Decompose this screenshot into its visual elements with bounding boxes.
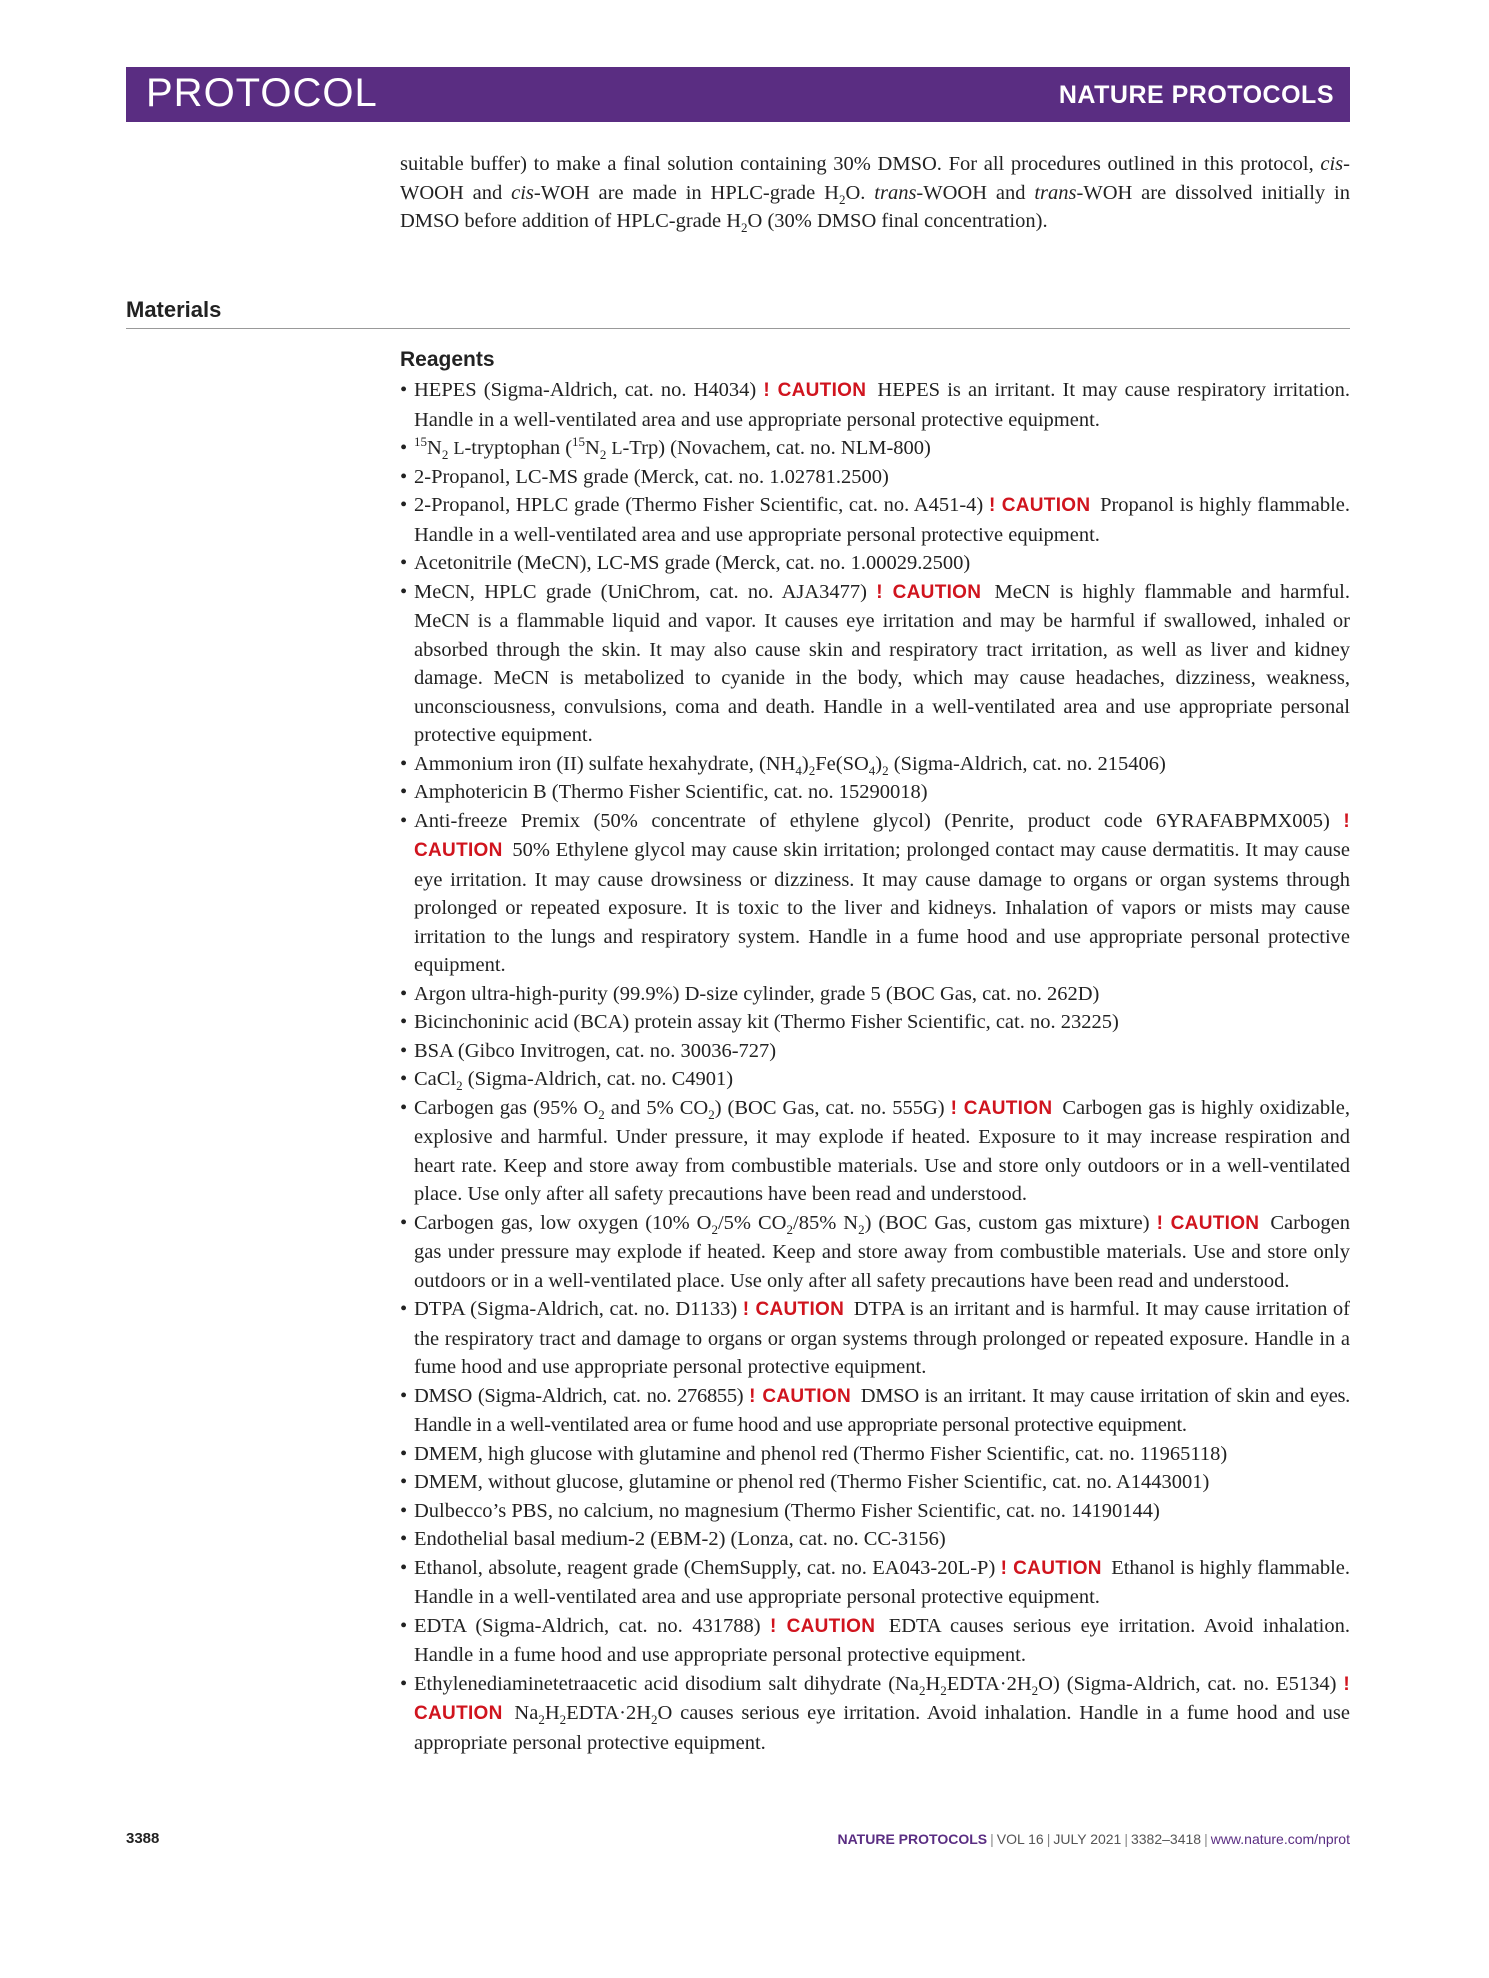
list-item: • Acetonitrile (MeCN), LC-MS grade (Merck, cat. no. 1.00029.2500) xyxy=(400,549,1350,578)
list-item: • Ethylenediaminetetraacetic acid disodium salt dihydrate $(Na_2H_2EDTA\cdot 2H_2O)$ (Sigma-Aldrich, cat. no. E5134) ! CAUTION $Na_2H_2EDTA\cdot 2H_2O$ causes serious eye irritation. Avoid inhalation. Handle in a fume hood and use appropriate personal protective equipment. xyxy=(400,1670,1350,1758)
reagents-list xyxy=(400,376,1350,1757)
list-item: • Endothelial basal medium-2 (EBM-2) (Lonza, cat. no. CC-3156) xyxy=(400,1525,1350,1554)
list-item: • CaCl$_2$ (Sigma-Aldrich, cat. no. C4901) xyxy=(400,1065,1350,1094)
caution-label: ! CAUTION xyxy=(414,810,1350,861)
list-item: • DMSO (Sigma-Aldrich, cat. no. 276855) ! CAUTION DMSO is an irritant. It may cause irritation of skin and eyes. Handle in a well-ventilated area or fume hood and use appropriate personal protective equipment. xyxy=(400,1382,1350,1440)
list-item: • BSA (Gibco Invitrogen, cat. no. 30036-727) xyxy=(400,1037,1350,1066)
reagents-heading: Reagents xyxy=(400,348,495,371)
list-item: • $^{15}N_2$ L-tryptophan ($^{15}N_2$ L-Trp) (Novachem, cat. no. NLM-800) xyxy=(400,434,1350,463)
list-item: • MeCN, HPLC grade (UniChrom, cat. no. AJA3477) ! CAUTION MeCN is highly flammable and harmful. MeCN is a flammable liquid and vapor. It causes eye irritation and may be harmful if swallowed, inhaled or absorbed through the skin. It may also cause skin and respiratory tract irritation, as well as liver and kidney damage. MeCN is metabolized to cyanide in the body, which may cause headaches, dizziness, weakness, unconsciousness, convulsions, coma and death. Handle in a well-ventilated area and use appropriate personal protective equipment. xyxy=(400,578,1350,750)
list-item: • Carbogen gas, low oxygen (10% $O_2/5\%$ $CO_2/85\%$ $N_2$) (BOC Gas, custom gas mixture) ! CAUTION Carbogen gas under pressure may explode if heated. Keep and store away from combustible materials. Use and store only outdoors or in a well-ventilated place. Use only after all safety precautions have been read and understood. xyxy=(400,1209,1350,1296)
caution-label: ! CAUTION xyxy=(770,1615,876,1637)
list-item: • DMEM, without glucose, glutamine or phenol red (Thermo Fisher Scientific, cat. no. A1443001) xyxy=(400,1468,1350,1497)
journal-name: NATURE PROTOCOLS xyxy=(1058,81,1334,109)
section-divider xyxy=(126,328,1350,329)
intro-paragraph: suitable buffer) to make a final solution containing 30% DMSO. For all procedures outlined in this protocol, cis-WOOH and cis-WOH are made in HPLC-grade $H_2O$. trans-WOOH and trans-WOH are dissolved initially in DMSO before addition of HPLC-grade $H_2O$ (30% DMSO final concentration). xyxy=(400,153,1350,235)
caution-label: ! CAUTION xyxy=(950,1097,1053,1119)
caution-label: ! CAUTION xyxy=(749,1385,851,1407)
list-item: • 2-Propanol, HPLC grade (Thermo Fisher Scientific, cat. no. A451-4) ! CAUTION Propanol is highly flammable. Handle in a well-ventilated area and use appropriate personal protective equipment. xyxy=(400,491,1350,549)
caution-label: ! CAUTION xyxy=(742,1299,845,1320)
materials-heading: Materials xyxy=(126,297,222,322)
list-item: • EDTA (Sigma-Aldrich, cat. no. 431788) ! CAUTION EDTA causes serious eye irritation. Avoid inhalation. Handle in a fume hood and use appropriate personal protective equipment. xyxy=(400,1612,1350,1670)
section-label: PROTOCOL xyxy=(146,71,378,115)
list-item: • DTPA (Sigma-Aldrich, cat. no. D1133) ! CAUTION DTPA is an irritant and is harmful. It may cause irritation of the respiratory tract and damage to organs or organ systems through prolonged or repeated exposure. Handle in a fume hood and use appropriate personal protective equipment. xyxy=(400,1295,1350,1382)
list-item: • Anti-freeze Premix (50% concentrate of ethylene glycol) (Penrite, product code 6YRAFABPMX005) ! CAUTION 50% Ethylene glycol may cause skin irritation; prolonged contact may cause dermatitis. It may cause eye irritation. It may cause drowsiness or dizziness. It may cause damage to organs or organ systems through prolonged or repeated exposure. It is toxic to the liver and kidneys. Inhalation of vapors or mists may cause irritation to the lungs and respiratory system. Handle in a fume hood and use appropriate personal protective equipment. xyxy=(400,807,1350,980)
footer-journal: NATURE PROTOCOLS xyxy=(837,1831,988,1847)
list-item: • Argon ultra-high-purity (99.9%) D-size cylinder, grade 5 (BOC Gas, cat. no. 262D) xyxy=(400,980,1350,1009)
footer-pages: 3382–3418 xyxy=(1130,1831,1202,1847)
list-item: • Carbogen gas (95% $O_2$ and 5% $CO_2$) (BOC Gas, cat. no. 555G) ! CAUTION Carbogen gas is highly oxidizable, explosive and harmful. Under pressure, it may explode if heated. Exposure to it may increase respiration and heart rate. Keep and store away from combustible materials. Use and store only outdoors or in a well-ventilated place. Use only after all safety precautions have been read and understood. xyxy=(400,1094,1350,1209)
caution-label: ! CAUTION xyxy=(876,581,982,603)
header-bar xyxy=(126,67,1350,122)
list-item: • 2-Propanol, LC-MS grade (Merck, cat. no. 1.02781.2500) xyxy=(400,463,1350,492)
footer-date: JULY 2021 xyxy=(1053,1831,1122,1847)
list-item: • Ammonium iron (II) sulfate hexahydrate, $(NH_4)_2Fe(SO_4)_2$ (Sigma-Aldrich, cat. no. 215406) xyxy=(400,750,1350,779)
caution-label: ! CAUTION xyxy=(763,380,867,401)
list-item: • Bicinchoninic acid (BCA) protein assay kit (Thermo Fisher Scientific, cat. no. 23225) xyxy=(400,1008,1350,1037)
list-item: • Amphotericin B (Thermo Fisher Scientific, cat. no. 15290018) xyxy=(400,778,1350,807)
list-item: • Dulbecco’s PBS, no calcium, no magnesium (Thermo Fisher Scientific, cat. no. 14190144) xyxy=(400,1497,1350,1526)
caution-label: ! CAUTION xyxy=(1000,1557,1102,1579)
list-item: • HEPES (Sigma-Aldrich, cat. no. H4034) ! CAUTION HEPES is an irritant. It may cause respiratory irritation. Handle in a well-ventilated area and use appropriate personal protective equipment. xyxy=(400,376,1350,434)
caution-label: ! CAUTION xyxy=(988,495,1091,516)
footer-volume: VOL 16 xyxy=(996,1831,1044,1847)
caution-label: ! CAUTION xyxy=(414,1673,1351,1724)
list-item: • Ethanol, absolute, reagent grade (ChemSupply, cat. no. EA043-20L-P) ! CAUTION Ethanol is highly flammable. Handle in a well-ventilated area and use appropriate personal protective equipment. xyxy=(400,1554,1350,1612)
page-number: 3388 xyxy=(126,1830,160,1847)
caution-label: ! CAUTION xyxy=(1156,1212,1260,1234)
footer-url[interactable]: www.nature.com/nprot xyxy=(1210,1831,1350,1847)
footer-citation: NATURE PROTOCOLS | VOL 16 | JULY 2021 | 3382–3418 | www.nature.com/nprot xyxy=(837,1831,1350,1847)
list-item: • DMEM, high glucose with glutamine and phenol red (Thermo Fisher Scientific, cat. no. 11965118) xyxy=(400,1440,1350,1469)
